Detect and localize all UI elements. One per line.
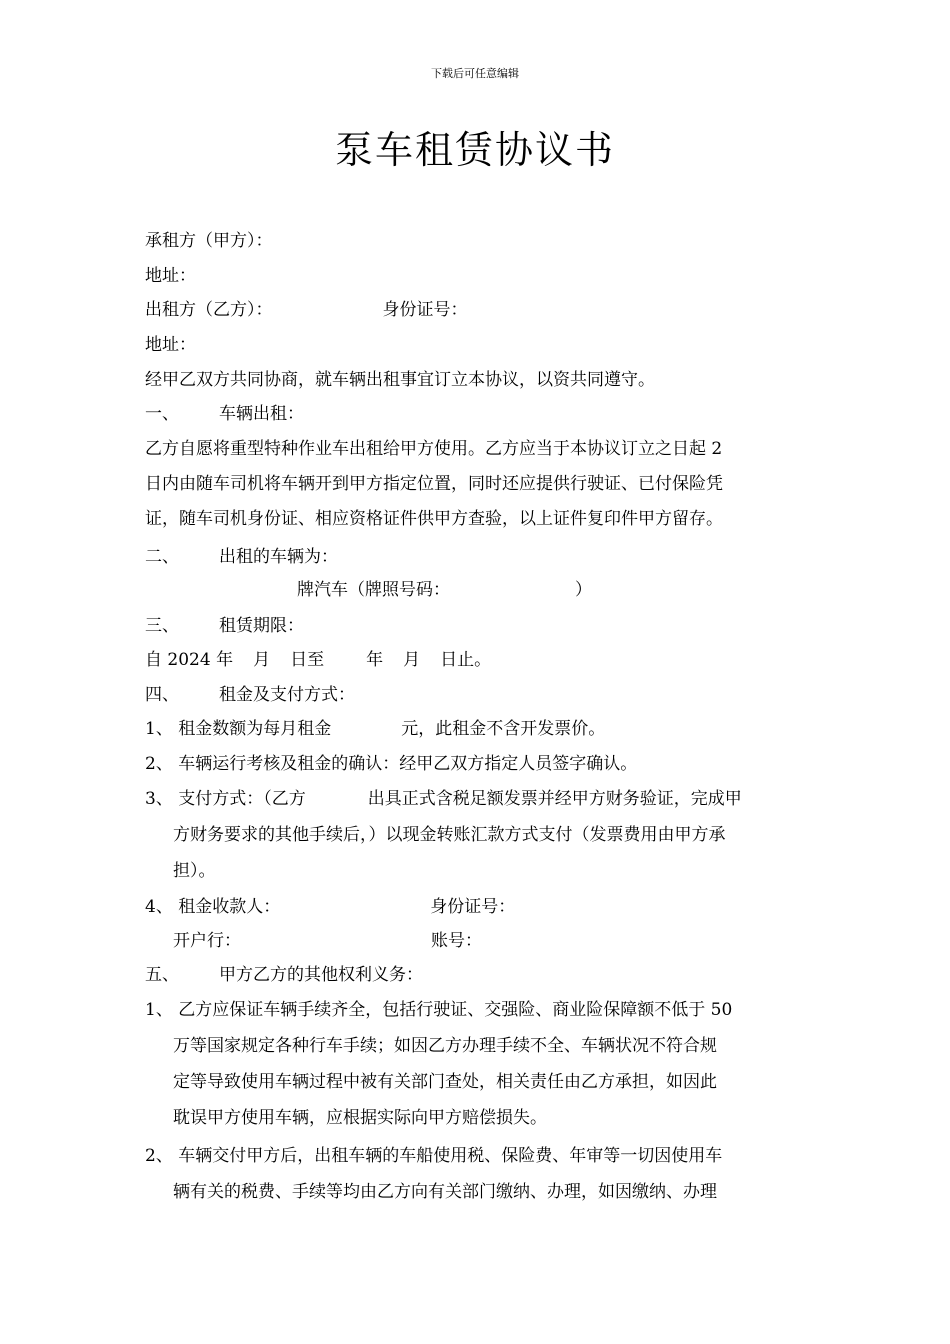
bank-label: 开户行： <box>173 931 241 951</box>
lessor-address-line <box>145 333 196 357</box>
section-1-line-2: 日内由随车司机将车辆开到甲方指定位置，同时还应提供行驶证、已付保险凭 <box>145 474 723 494</box>
vehicle-plate-label: 牌汽车（牌照号码： <box>297 580 450 600</box>
term-end-day: 日止。 <box>440 650 492 670</box>
section-2-number: 二、 <box>145 547 179 567</box>
section-1-line-1: 乙方自愿将重型特种作业车出租给甲方使用。乙方应当于本协议订立之日起 2 <box>145 439 723 459</box>
payment-method-label: 3、 支付方式：（乙方 <box>145 789 306 809</box>
term-start-day: 日至 <box>290 650 325 670</box>
rent-amount-line <box>145 717 605 741</box>
payee-line <box>145 895 515 919</box>
payee-label: 4、 租金收款人： <box>145 897 281 917</box>
lessee-label: 承租方（甲方）： <box>145 231 273 251</box>
section-1-title: 车辆出租： <box>219 404 304 424</box>
section-2-title: 出租的车辆为： <box>219 547 338 567</box>
clause-5-1-line-4: 耽误甲方使用车辆，应根据实际向甲方赔偿损失。 <box>173 1108 547 1128</box>
section-3-title: 租赁期限： <box>219 616 304 636</box>
vehicle-plate-close: ） <box>575 580 592 600</box>
section-4-heading <box>145 683 355 707</box>
intro-paragraph: 经甲乙双方共同协商，就车辆出租事宜订立本协议，以资共同遵守。 <box>145 370 655 390</box>
document-title: 泵车租赁协议书 <box>334 128 615 172</box>
lessee-line <box>145 229 273 253</box>
clause-5-2-line-2: 辆有关的税费、手续等均由乙方向有关部门缴纳、办理，如因缴纳、办理 <box>173 1182 717 1202</box>
section-4-title: 租金及支付方式： <box>219 685 355 705</box>
header-note: 下载后可任意编辑 <box>431 67 519 80</box>
payee-id-label: 身份证号： <box>430 897 516 917</box>
section-1-number: 一、 <box>145 404 179 424</box>
clause-5-1-line-3: 定等导致使用车辆过程中被有关部门查处，相关责任由乙方承担，如因此 <box>173 1072 717 1092</box>
lessor-id-label: 身份证号： <box>382 300 468 320</box>
payment-method-line-3: 担）。 <box>173 861 216 881</box>
rent-confirm-line: 2、 车辆运行考核及租金的确认：经甲乙双方指定人员签字确认。 <box>145 754 638 774</box>
account-label: 账号： <box>431 931 482 951</box>
section-5-number: 五、 <box>145 965 179 985</box>
lessor-label: 出租方（乙方）： <box>145 300 273 320</box>
clause-5-1-line-1: 1、 乙方应保证车辆手续齐全，包括行驶证、交强险、商业险保障额不低于 50 <box>145 1000 733 1020</box>
rent-amount-label: 1、 租金数额为每月租金 <box>145 719 332 739</box>
rent-amount-suffix: 元，此租金不含开发票价。 <box>401 719 606 739</box>
section-2-heading <box>145 545 338 569</box>
vehicle-line <box>297 578 592 602</box>
lessor-address-label: 地址： <box>145 335 196 355</box>
payment-method-line-2: 方财务要求的其他手续后，）以现金转账汇款方式支付（发票费用由甲方承 <box>173 825 726 845</box>
lessee-address-line <box>145 264 196 288</box>
term-end-year: 年 <box>366 650 384 670</box>
term-start-year: 自 2024 年 <box>145 650 234 670</box>
lessee-address-label: 地址： <box>145 266 196 286</box>
clause-5-1-line-2: 万等国家规定各种行车手续；如因乙方办理手续不全、车辆状况不符合规 <box>173 1036 717 1056</box>
section-5-heading <box>145 963 423 987</box>
section-3-number: 三、 <box>145 616 179 636</box>
clause-5-2-line-1: 2、 车辆交付甲方后，出租车辆的车船使用税、保险费、年审等一切因使用车 <box>145 1146 723 1166</box>
section-4-number: 四、 <box>145 685 179 705</box>
section-3-heading <box>145 614 304 638</box>
term-end-month: 月 <box>403 650 421 670</box>
payment-method-line-1 <box>145 787 742 811</box>
section-1-line-3: 证，随车司机身份证、相应资格证件供甲方查验，以上证件复印件甲方留存。 <box>145 509 723 529</box>
payment-method-text: 出具正式含税足额发票并经甲方财务验证，完成甲 <box>367 789 742 809</box>
lease-term-line <box>145 648 491 672</box>
bank-line <box>173 929 482 953</box>
term-start-month: 月 <box>253 650 271 670</box>
section-1-heading <box>145 402 304 426</box>
lessor-line <box>145 298 468 322</box>
section-5-title: 甲方乙方的其他权利义务： <box>219 965 423 985</box>
